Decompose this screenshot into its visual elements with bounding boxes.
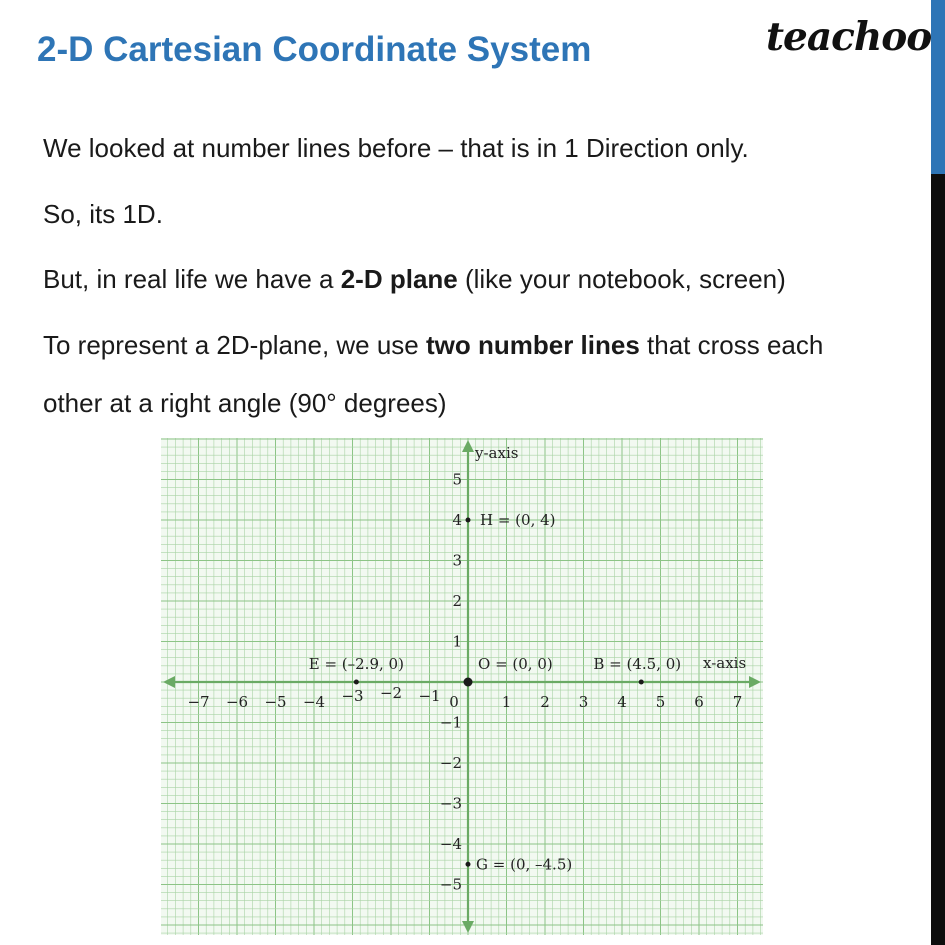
text-line-4-bold: two number lines bbox=[426, 330, 640, 360]
sidebar-dark-bar bbox=[931, 174, 945, 945]
y-tick-label: −3 bbox=[439, 794, 462, 813]
plotted-point bbox=[464, 678, 473, 687]
y-tick-label: 3 bbox=[452, 551, 462, 570]
point-label: O = (0, 0) bbox=[478, 655, 553, 673]
x-tick-label: 5 bbox=[655, 693, 666, 711]
text-line-3 bbox=[43, 264, 786, 295]
y-tick-label: 2 bbox=[452, 592, 462, 610]
x-tick-label: 2 bbox=[540, 693, 550, 711]
point-label: H = (0, 4) bbox=[480, 511, 556, 529]
text-line-4-after: that cross each bbox=[639, 330, 824, 360]
point-label: B = (4.5, 0) bbox=[593, 655, 682, 673]
x-tick-label: −2 bbox=[379, 684, 403, 702]
text-line-4 bbox=[43, 330, 823, 361]
y-tick-label: −5 bbox=[439, 875, 462, 894]
x-tick-label: 7 bbox=[732, 693, 743, 711]
x-tick-label: −3 bbox=[341, 687, 364, 705]
y-axis-label: y-axis bbox=[475, 444, 519, 462]
text-line-5: other at a right angle (90° degrees) bbox=[43, 388, 447, 418]
y-tick-label: 5 bbox=[452, 470, 462, 489]
point-label: G = (0, –4.5) bbox=[476, 855, 573, 874]
text-line-4-before: To represent a 2D-plane, we use bbox=[43, 330, 426, 360]
x-tick-label: −1 bbox=[418, 687, 441, 705]
plotted-point bbox=[639, 680, 644, 685]
x-tick-label: −5 bbox=[264, 693, 287, 711]
x-axis-label: x-axis bbox=[703, 654, 747, 672]
y-tick-label: −2 bbox=[439, 754, 462, 772]
origin-tick-label: 0 bbox=[449, 693, 459, 711]
text-line-2: So, its 1D. bbox=[43, 199, 163, 229]
x-tick-label: −6 bbox=[225, 693, 249, 711]
text-line-3-before: But, in real life we have a bbox=[43, 264, 341, 294]
text-line-3-bold: 2-D plane bbox=[340, 264, 458, 294]
x-tick-label: 3 bbox=[578, 693, 589, 711]
cartesian-plane-svg bbox=[161, 438, 763, 935]
y-tick-label: −1 bbox=[439, 713, 462, 732]
text-line-3-after: (like your notebook, screen) bbox=[457, 264, 786, 294]
sidebar-accent-bar bbox=[931, 0, 945, 174]
x-tick-label: 1 bbox=[501, 693, 512, 711]
plotted-point bbox=[466, 518, 471, 523]
x-tick-label: −4 bbox=[302, 693, 326, 711]
plotted-point bbox=[466, 862, 471, 867]
teachoo-logo: teachoo bbox=[766, 14, 932, 60]
cartesian-plane-figure bbox=[161, 438, 763, 935]
plotted-point bbox=[354, 680, 359, 685]
x-tick-label: 4 bbox=[617, 693, 627, 711]
text-line-1: We looked at number lines before – that is in 1 Direction only. bbox=[43, 133, 749, 163]
y-tick-label: 1 bbox=[452, 632, 462, 651]
page-title: 2-D Cartesian Coordinate System bbox=[37, 30, 592, 69]
x-tick-label: 6 bbox=[694, 693, 704, 711]
point-label: E = (–2.9, 0) bbox=[308, 655, 404, 673]
y-tick-label: 4 bbox=[452, 511, 462, 529]
x-tick-label: −7 bbox=[187, 693, 210, 711]
y-tick-label: −4 bbox=[439, 835, 462, 853]
